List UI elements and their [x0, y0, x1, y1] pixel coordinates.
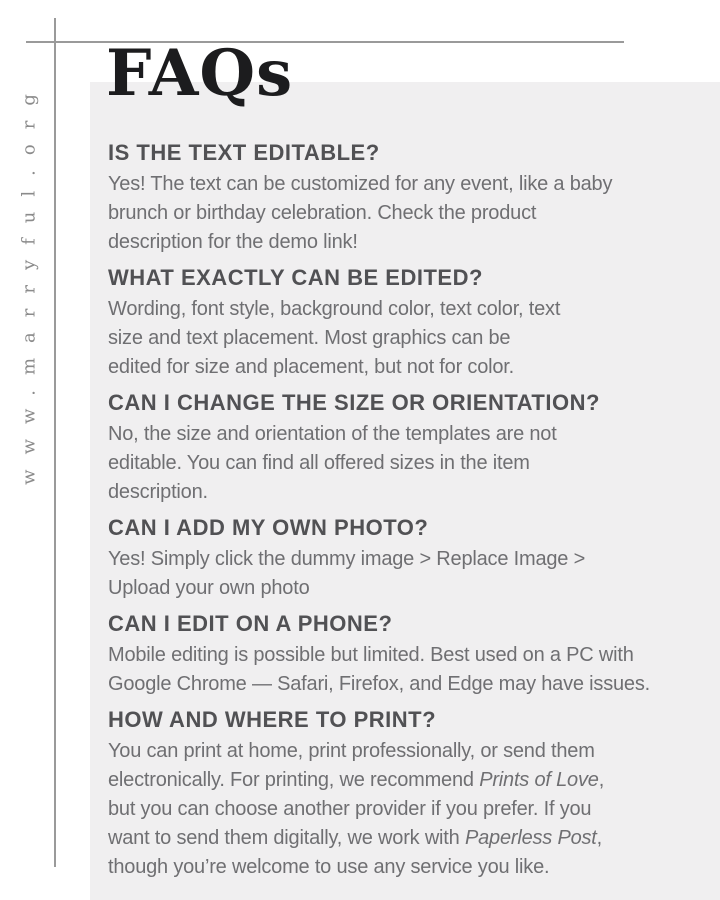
faq-question: CAN I ADD MY OWN PHOTO?	[108, 515, 429, 540]
faq-item	[108, 390, 680, 507]
answer-line: Mobile editing is possible but limited. Best used on a PC with	[108, 644, 634, 666]
faq-question: CAN I EDIT ON A PHONE?	[108, 611, 393, 636]
answer-line: electronically. For printing, we recommend Prints of Love,	[108, 769, 605, 791]
content-panel	[90, 82, 720, 900]
answer-line: You can print at home, print professionally, or send them	[108, 740, 595, 762]
answer-line: No, the size and orientation of the templates are not	[108, 423, 557, 445]
answer-line: description for the demo link!	[108, 231, 358, 253]
faq-answer	[108, 737, 680, 882]
faq-answer	[108, 641, 680, 699]
answer-line: Google Chrome — Safari, Firefox, and Edge may have issues.	[108, 673, 650, 695]
faq-question: CAN I CHANGE THE SIZE OR ORIENTATION?	[108, 390, 600, 415]
website-url-vertical: www.marryful.org	[18, 79, 40, 485]
answer-line: editable. You can find all offered sizes in the item	[108, 452, 530, 474]
faq-question: WHAT EXACTLY CAN BE EDITED?	[108, 265, 483, 290]
answer-line: though you’re welcome to use any service you like.	[108, 856, 550, 878]
faq-item	[108, 707, 680, 882]
answer-line: Upload your own photo	[108, 577, 310, 599]
faq-item	[108, 611, 680, 699]
answer-line: edited for size and placement, but not for color.	[108, 356, 515, 378]
faq-item	[108, 265, 680, 382]
page-title: FAQs	[106, 36, 294, 111]
faq-answer	[108, 545, 680, 603]
answer-line: want to send them digitally, we work with Paperless Post,	[108, 827, 603, 849]
faq-item	[108, 140, 680, 257]
faq-list	[108, 140, 680, 882]
answer-line: brunch or birthday celebration. Check the product	[108, 202, 537, 224]
answer-line: Yes! The text can be customized for any event, like a baby	[108, 173, 613, 195]
faq-answer	[108, 295, 680, 382]
faq-question: HOW AND WHERE TO PRINT?	[108, 707, 437, 732]
answer-line: but you can choose another provider if you prefer. If you	[108, 798, 592, 820]
answer-line: Yes! Simply click the dummy image > Replace Image >	[108, 548, 586, 570]
vertical-rule-line	[54, 18, 56, 867]
answer-line: description.	[108, 481, 208, 503]
answer-line: size and text placement. Most graphics can be	[108, 327, 511, 349]
faq-answer	[108, 420, 680, 507]
faq-item	[108, 515, 680, 603]
answer-line: Wording, font style, background color, text color, text	[108, 298, 561, 320]
faq-answer	[108, 170, 680, 257]
faq-question: IS THE TEXT EDITABLE?	[108, 140, 380, 165]
